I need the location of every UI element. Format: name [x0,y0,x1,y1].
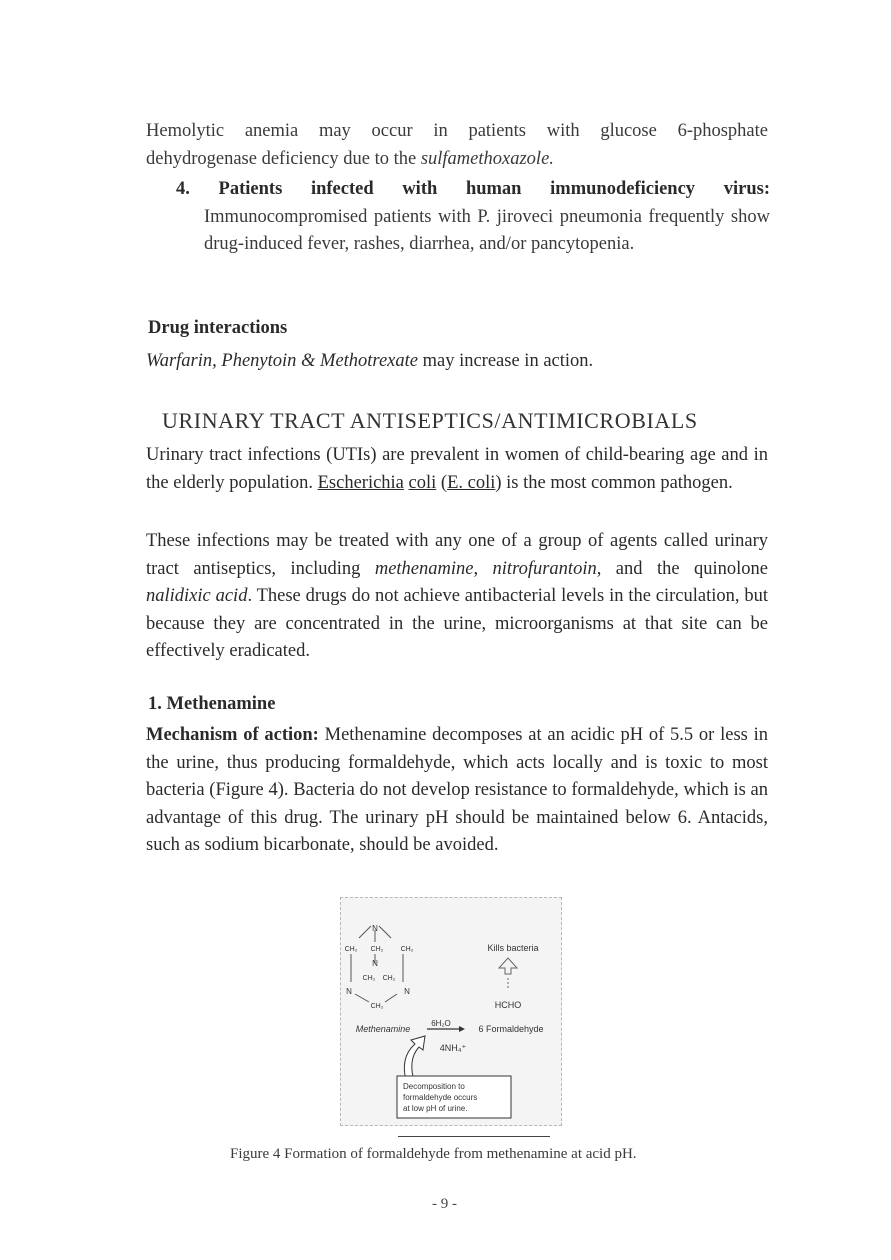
mechanism-label: Mechanism of action: [146,725,319,745]
formaldehyde-label: 6 Formaldehyde [478,1024,544,1034]
hemolytic-line-1: Hemolytic anemia may occur in patients with glucose 6-phosphate [146,121,768,141]
atom-n-center: N [372,959,378,968]
hiv-patients-item [176,176,770,259]
methenamine-label: Methenamine [355,1024,411,1034]
drug-interactions-heading: Drug interactions [148,318,288,338]
kills-bacteria-label: Kills bacteria [487,943,539,953]
hiv-patients-heading: 4. Patients infected with human immunodeficiency virus: [176,179,770,199]
antiseptics-paragraph [146,528,768,666]
hemolytic-anemia-paragraph [146,118,768,173]
uti-text-1: Urinary tract infections (UTIs) are prevalent in women of child-bearing age and in the elderly population. [146,445,768,493]
ammonium-label: 4NH₄⁺ [439,1043,467,1053]
interaction-effect: may increase in action. [417,351,594,371]
sep-2: , and the quinolone [596,558,768,579]
mechanism-paragraph [146,722,768,860]
page-number: - 9 - [432,1196,457,1212]
hiv-patients-body: Immunocompromised patients with P. jiroveci pneumonia frequently show drug-induced fever, rashes, diarrhea, and/or pancytopenia. [204,206,770,254]
sulfamethoxazole-term: sulfamethoxazole. [420,148,554,169]
atom-ch2-inner-left: CH₂ [362,975,376,982]
hemolytic-line-2: dehydrogenase deficiency due to the [146,148,421,169]
methenamine-heading: 1. Methenamine [148,694,276,714]
water-label: 6H₂O [431,1019,451,1028]
atom-n-right: N [404,987,410,996]
antiseptics-text-2: . These drugs do not achieve antibacterial levels in the circulation, but because they are concentrated in the urine, microorganisms at that site can be effectively eradicated. [146,586,769,661]
atom-ch2-right: CH₂ [400,946,414,953]
atom-ch2-left: CH₂ [344,946,358,953]
mechanism-text: Methenamine decomposes at an acidic pH of 5.5 or less in the urine, thus producing formaldehyde, which acts locally and is toxic to most bacteria (Figure 4). Bacteria do not develop resistance to formaldehyde, which is an advantage of this drug. The urinary pH should be maintained below 6. Antacids, such as sodium bicarbonate, should be avoided. [146,725,768,855]
methenamine-term: methenamine [374,558,474,579]
nitrofurantoin-term: nitrofurantoin [492,558,597,579]
atom-n-left: N [346,987,352,996]
abbr-open: ( [440,472,448,493]
nalidixic-acid-term: nalidixic acid [146,586,248,606]
figure-4 [340,897,562,1126]
sep-1: , [473,558,493,579]
reaction-arrow-icon [459,1026,465,1032]
figure-caption: Figure 4 Formation of formaldehyde from methenamine at acid pH. [230,1146,637,1162]
up-arrow-icon [499,958,517,974]
atom-n-top: N [372,924,378,933]
uti-paragraph [146,442,768,497]
atom-ch2-bottom: CH₂ [370,1003,384,1010]
abbr-close: ) [495,472,502,493]
methenamine-diagram [341,898,561,1125]
coli-term: coli [408,472,437,493]
escherichia-term: Escherichia [317,472,404,493]
atom-ch2-inner-right: CH₂ [382,975,396,982]
drug-interactions-text [146,348,768,376]
atom-ch2-mid: CH₂ [370,946,384,953]
e-coli-abbr: E. coli [447,472,496,493]
antiseptics-text-1: These infections may be treated with any one of a group of agents called urinary tract antiseptics, including [146,531,768,579]
interacting-drugs: Warfarin, Phenytoin & Methotrexate [146,351,418,371]
uti-text-2: is the most common pathogen. [501,472,733,493]
note-line-2: formaldehyde occurs [403,1093,478,1102]
caption-divider [398,1136,550,1137]
hcho-label: HCHO [494,1000,522,1010]
section-title: URINARY TRACT ANTISEPTICS/ANTIMICROBIALS [162,408,698,433]
note-line-1: Decomposition to [403,1082,465,1091]
note-line-3: at low pH of urine. [403,1104,468,1113]
